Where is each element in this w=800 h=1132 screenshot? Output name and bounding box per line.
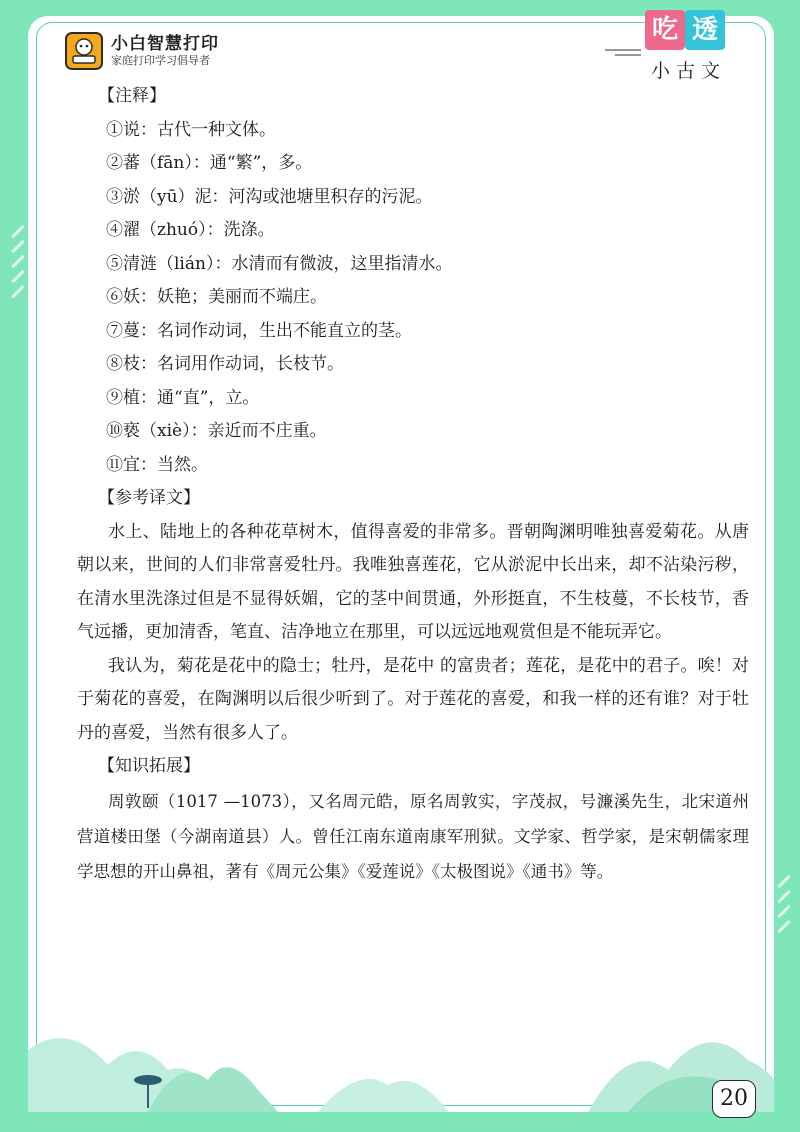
badge-subtitle: 小古文 [651, 60, 727, 82]
decor-stripe [11, 270, 24, 283]
note-item: ⑩亵（xiè）：亲近而不庄重。 [106, 421, 327, 441]
decor-stripe [777, 920, 790, 933]
badge-char-2: 透 [685, 10, 725, 50]
note-item: ⑧枝：名词用作动词，长枝节。 [106, 354, 344, 374]
dog-logo-icon [65, 32, 103, 70]
note-item: ⑨植：通“直”，立。 [106, 387, 260, 408]
note-item: ④濯（zhuó）：洗涤。 [106, 220, 275, 240]
note-item: ⑤清涟（lián）：水清而有微波，这里指清水。 [106, 253, 453, 274]
page-number: 20 [712, 1080, 756, 1118]
badge-char-1: 吃 [645, 10, 685, 50]
series-badge [605, 10, 755, 85]
brand-tagline: 家庭打印学习倡导者 [111, 54, 210, 68]
knowledge-heading: 【知识拓展】 [98, 756, 200, 776]
translation-heading: 【参考译文】 [98, 488, 200, 508]
decor-stripe [777, 905, 790, 918]
translation-paragraph: 水上、陆地上的各种花草树木，值得喜爱的非常多。晋朝陶渊明唯独喜爱菊花。从唐朝以来，世间的人们非常喜爱牡丹。我唯独喜莲花，它从淤泥中长出来，却不沾染污秽，在清水里洗涤过但是不显得妖媚，它的茎中间贯通，外形挺直，不生枝蔓，不长枝节，香气远播，更加清香，笔直、洁净地立在那里，可以远远地观赏但是不能玩弄它。 [77, 521, 749, 642]
brand-name: 小白智慧打印 [111, 33, 219, 54]
note-item: ③淤（yū）泥：河沟或池塘里积存的污泥。 [106, 186, 433, 207]
decor-stripe [11, 225, 24, 238]
note-item: ⑪宜：当然。 [106, 454, 208, 475]
main-content [77, 80, 749, 889]
note-item: ⑦蔓：名词作动词，生出不能直立的茎。 [106, 320, 412, 341]
note-item: ①说：古代一种文体。 [106, 119, 276, 140]
notes-heading: 【注释】 [98, 86, 166, 106]
decor-stripe [11, 255, 24, 268]
translation-paragraph: 我认为，菊花是花中的隐士；牡丹，是花中 的富贵者；莲花，是花中的君子。唉！对于菊花的喜爱，在陶渊明以后很少听到了。对于莲花的喜爱，和我一样的还有谁？对于牡丹的喜爱，当然有很多人了。 [77, 655, 749, 743]
decor-lines-icon [605, 42, 645, 62]
decor-stripe [777, 875, 790, 888]
brand-logo [65, 26, 219, 76]
decor-stripe [777, 890, 790, 903]
decor-stripe [11, 285, 24, 298]
knowledge-paragraph: 周敦颐（1017 —1073），又名周元皓，原名周敦实，字茂叔，号濂溪先生，北宋道州营道楼田堡（今湖南道县）人。曾任江南东道南康军刑狱。文学家、哲学家，是宋朝儒家理学思想的开山鼻祖，著有《周元公集》《爱莲说》《太极图说》《通书》等。 [77, 791, 749, 881]
decor-stripe [11, 240, 24, 253]
landscape-illustration [28, 1010, 774, 1112]
note-item: ②蕃（fān）：通“繁”，多。 [106, 153, 313, 173]
note-item: ⑥妖：妖艳；美丽而不端庄。 [106, 287, 327, 307]
